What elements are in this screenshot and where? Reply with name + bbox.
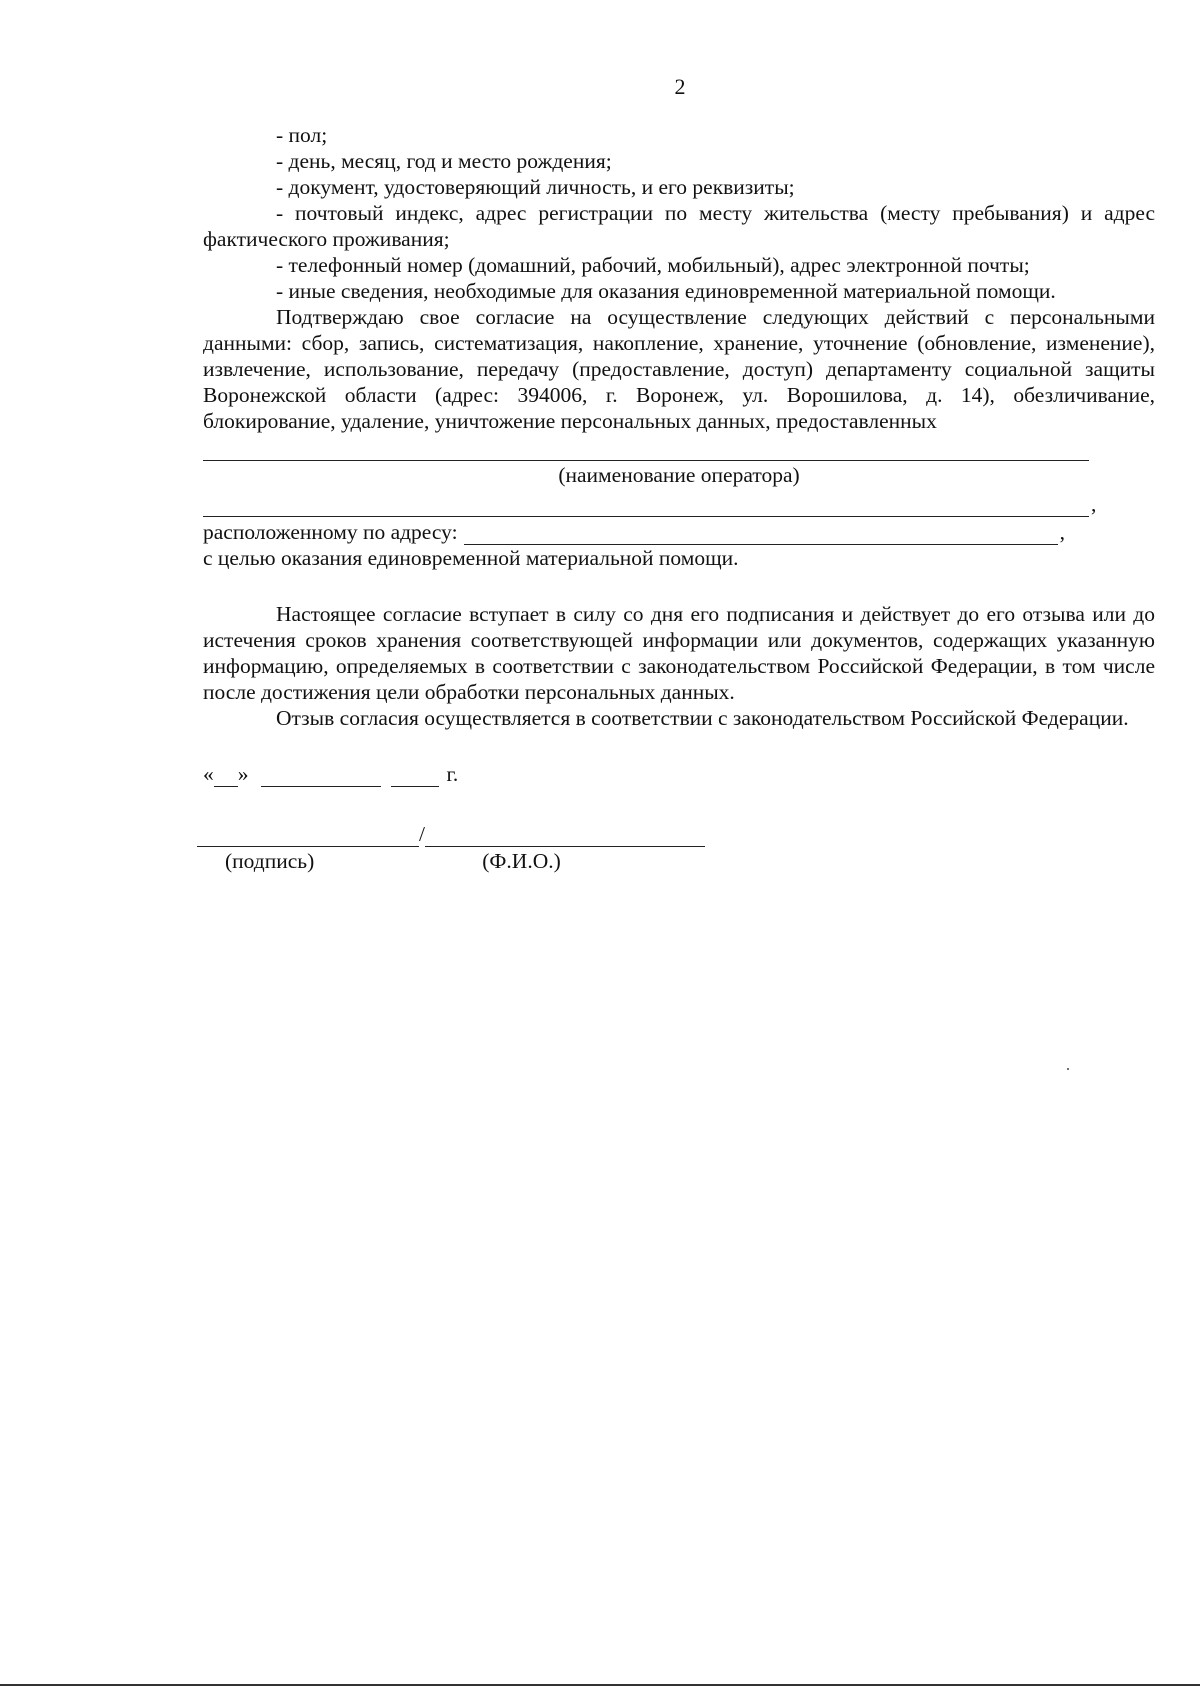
list-item-contacts: - телефонный номер (домашний, рабочий, мобильный), адрес электронной почты;: [276, 253, 1030, 277]
list-item-other-info: - иные сведения, необходимые для оказания единовременной материальной помощи.: [276, 279, 1056, 303]
document-body: [203, 122, 1155, 875]
list-item-identity-document: - документ, удостоверяющий личность, и его реквизиты;: [276, 175, 795, 199]
year-field[interactable]: [391, 766, 439, 787]
comma: ,: [1059, 520, 1065, 544]
day-field[interactable]: [214, 766, 238, 787]
date-row: [203, 757, 1155, 787]
purpose-line: с целью оказания единовременной материальной помощи.: [203, 546, 739, 570]
page-bottom-edge: [0, 1684, 1200, 1686]
signature-captions: [203, 847, 1155, 875]
list-item-address: - почтовый индекс, адрес регистрации по месту жительства (месту пребывания) и адрес фактического проживания;: [203, 201, 1155, 251]
date-close-quote: »: [237, 762, 249, 786]
operator-details-field[interactable]: [203, 492, 1089, 517]
signature-caption: (подпись): [225, 849, 315, 873]
signature-separator: /: [419, 822, 425, 846]
date-open-quote: «: [203, 762, 214, 786]
signature-row: [197, 819, 1155, 847]
year-suffix: г.: [446, 762, 459, 786]
comma: ,: [1091, 492, 1097, 516]
full-name-caption: (Ф.И.О.): [482, 849, 561, 873]
page-number: 2: [674, 74, 686, 99]
full-name-field[interactable]: [425, 824, 705, 847]
address-row: [203, 517, 1155, 545]
validity-paragraph: Настоящее согласие вступает в силу со дня его подписания и действует до его отзыва или до истечения сроков хранения соответствующей информации или документов, содержащих указанную информацию, определяемых в соответствии с законодательством Российской Федерации, в том числе после достижения цели обработки персональных данных.: [203, 602, 1155, 704]
month-field[interactable]: [261, 766, 381, 787]
consent-paragraph: Подтверждаю свое согласие на осуществление следующих действий с персональными данными: сбор, запись, систематизация, накопление, хранение, уточнение (обновление, изменение), извлечение, использование, передачу (предоставление, доступ) департаменту социальной защиты Воронежской области (адрес: 394006, г. Воронеж, ул. Ворошилова, д. 14), обезличивание, блокирование, удаление, уничтожение персональных данных, предоставленных: [203, 305, 1155, 433]
signature-field[interactable]: [197, 824, 419, 847]
address-field[interactable]: [464, 522, 1058, 545]
list-item-gender: - пол;: [276, 123, 328, 147]
revocation-paragraph: Отзыв согласия осуществляется в соответствии с законодательством Российской Федерации.: [276, 706, 1129, 730]
operator-caption: (наименование оператора): [558, 463, 800, 487]
scan-speck: [1067, 1068, 1069, 1070]
list-item-birth: - день, месяц, год и место рождения;: [276, 149, 612, 173]
address-label: расположенному по адресу:: [203, 520, 458, 544]
operator-details-row: [203, 489, 1155, 517]
operator-name-field[interactable]: [203, 434, 1089, 461]
